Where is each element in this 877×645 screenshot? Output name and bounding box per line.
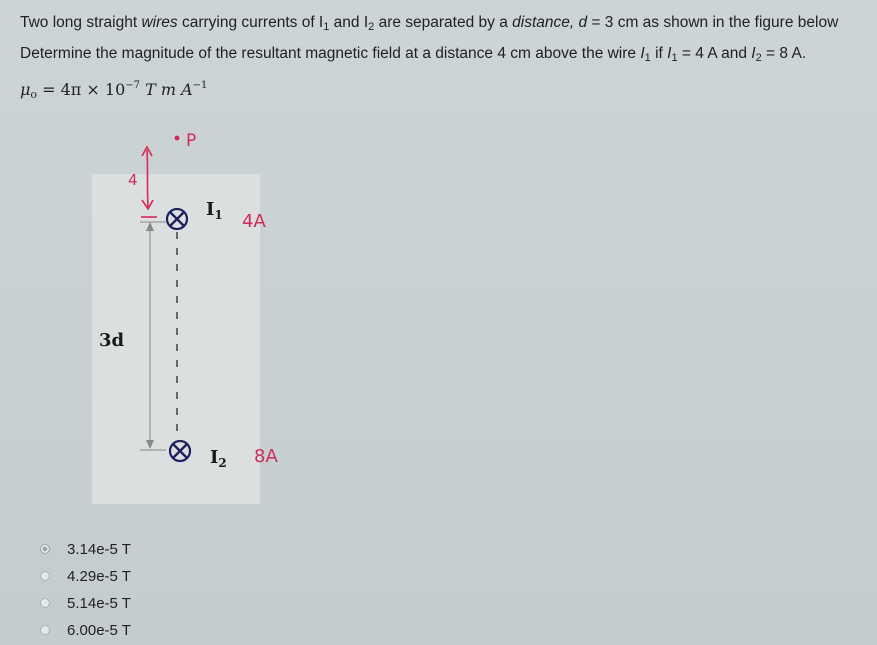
wire-2-letter: I (210, 447, 219, 468)
answer-option-2-label: 4.29e-5 T (67, 567, 131, 585)
wire-1-letter: I (206, 199, 215, 220)
wire-1-current: 4A (242, 211, 266, 232)
q1-distance: distance, d (512, 14, 588, 31)
wire-1-into-page-icon (167, 209, 187, 229)
answer-option-1-label: 3.14e-5 T (67, 540, 131, 558)
radio-button-1[interactable] (40, 544, 50, 554)
distance-4-label: 4 (128, 171, 138, 189)
spacing-label: 3d (99, 330, 125, 351)
answer-option-1[interactable] (40, 538, 131, 560)
mu-units: T m A (140, 80, 193, 99)
wire-2-label (210, 447, 227, 470)
q2-sub-2: 2 (755, 52, 762, 64)
q2-part-b: if (650, 45, 668, 62)
spacing-arrow-top (146, 222, 154, 231)
spacing-arrow-bottom (146, 440, 154, 449)
wire-2-into-page-icon (170, 441, 190, 461)
radio-button-4[interactable] (40, 625, 50, 635)
q2-I2: I (751, 45, 756, 62)
spacing-dimension (140, 222, 166, 450)
wire-2-current: 8A (254, 446, 278, 467)
mu-sub: o (30, 88, 38, 101)
answer-option-4-label: 6.00e-5 T (67, 621, 131, 639)
q1-sub-1: 1 (323, 21, 330, 33)
radio-button-2[interactable] (40, 571, 50, 581)
wire-2-sub: 2 (218, 456, 227, 470)
radio-button-3[interactable] (40, 598, 50, 608)
q1-part-a: Two long straight (20, 14, 142, 31)
q1-wires: wires (141, 14, 178, 31)
q2-sub-1: 1 (644, 52, 651, 64)
q1-part-c: and I (329, 14, 369, 31)
q2-I1: I (640, 45, 645, 62)
q2-I1b: I (667, 45, 672, 62)
answer-option-2[interactable] (40, 565, 131, 587)
mu-symbol: μ (20, 80, 31, 99)
wire-1-label (206, 199, 223, 222)
answer-option-3[interactable] (40, 592, 131, 614)
q1-part-b: carrying currents of I (177, 14, 324, 31)
mu-eq: = 4π × 10 (37, 80, 126, 99)
q2-part-a: Determine the magnitude of the resultant magnetic field at a distance 4 cm above the wire (20, 45, 641, 62)
mu-exp: −7 (125, 80, 140, 91)
answer-option-3-label: 5.14e-5 T (67, 594, 131, 612)
wire-1-sub: 1 (214, 208, 223, 222)
point-p-label: P (186, 131, 197, 151)
q1-part-e: = 3 cm as shown in the figure below (587, 14, 839, 31)
mu-exp2: −1 (192, 80, 208, 91)
q2-part-c: = 4 A and (677, 45, 752, 62)
q1-part-d: are separated by a (374, 14, 513, 31)
point-p-dot (175, 136, 180, 141)
q2-part-d: = 8 A. (761, 45, 807, 62)
q2-sub-1b: 1 (671, 52, 678, 64)
q1-sub-2: 2 (368, 21, 375, 33)
distance-4-arrow (141, 147, 157, 217)
answer-option-4[interactable] (40, 619, 131, 641)
